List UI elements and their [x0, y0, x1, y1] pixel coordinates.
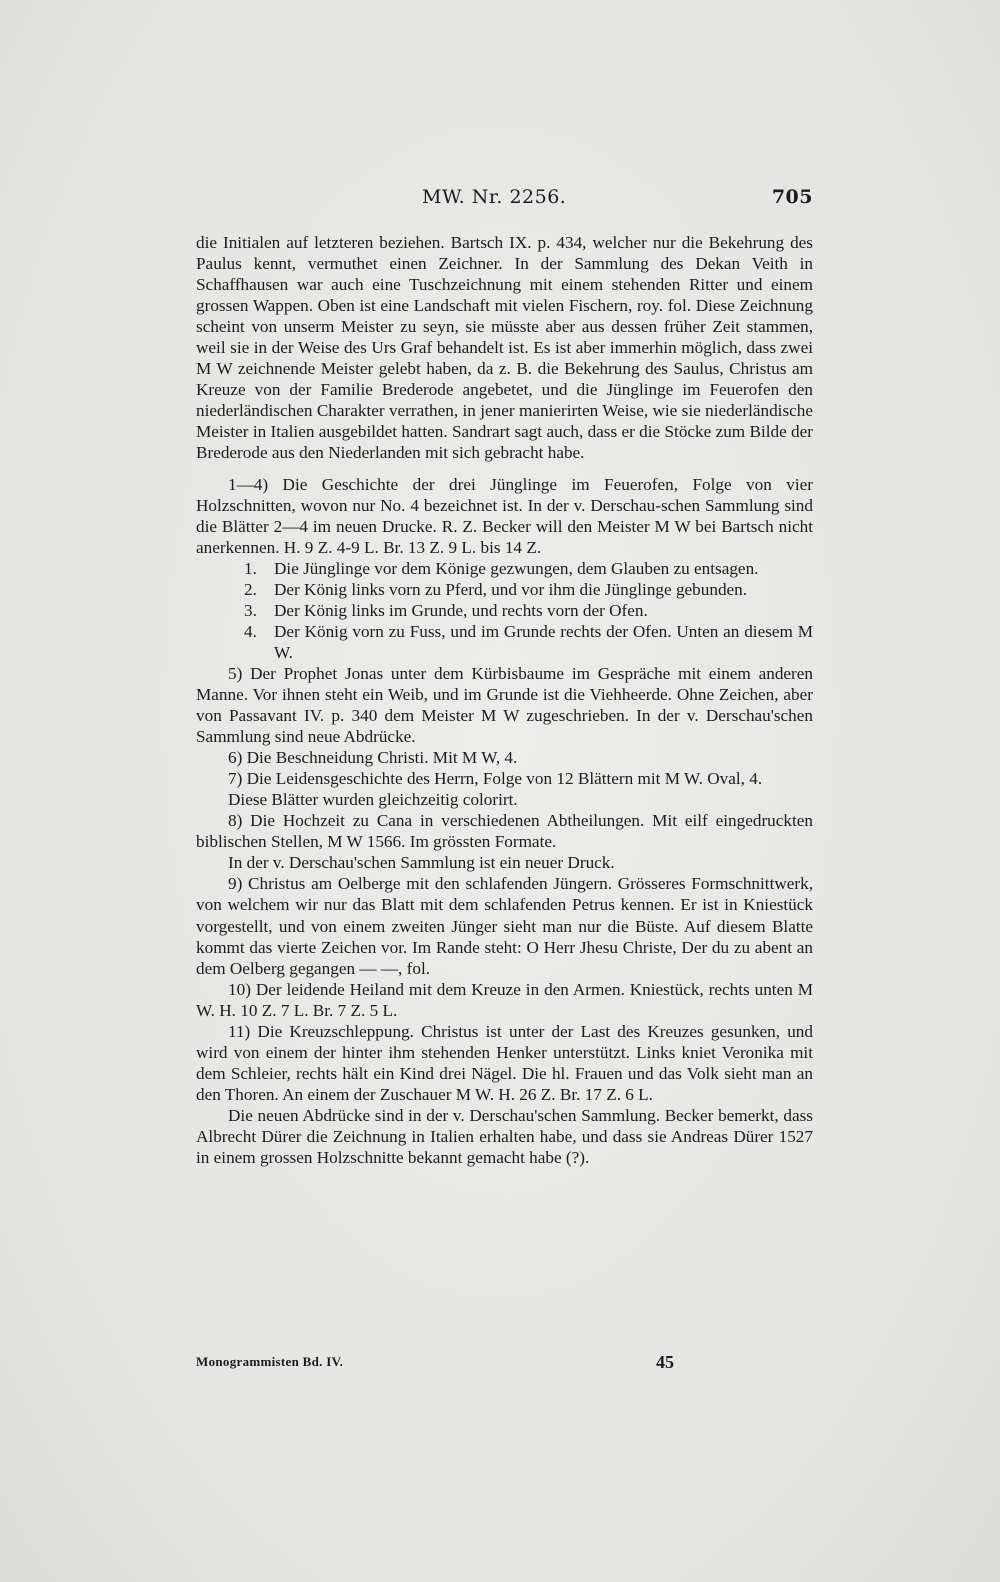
- sub-item-number: 4.: [244, 621, 257, 641]
- body-text: [196, 232, 813, 1168]
- note-neue-abdruecke: Die neuen Abdrücke sind in der v. Derschau'schen Sammlung. Becker bemerkt, dass Albrecht Dürer die Zeichnung in Italien erhalten habe, und dass sie Andreas Dürer 1527 in einem grossen Holzschnitte bekannt gemacht habe (?).: [196, 1105, 813, 1168]
- note-neuer-druck: In der v. Derschau'schen Sammlung ist ein neuer Druck.: [228, 853, 615, 873]
- entry-11-kreuzschleppung: 11) Die Kreuzschleppung. Christus ist unter der Last des Kreuzes gesunken, und wird von einem der hinter ihm stehenden Henker unterstützt. Links kniet Veronika mit dem Schleier, rechts hält ein Kind drei Nägel. Die hl. Frauen und das Volk sieht man an den Thoren. An einem der Zuschauer M W. H. 26 Z. Br. 17 Z. 6 L.: [196, 1021, 813, 1104]
- sub-item-number: 3.: [244, 600, 257, 620]
- sub-item-text: Der König vorn zu Fuss, und im Grunde rechts der Ofen. Unten an diesem M W.: [274, 621, 813, 662]
- sub-item-4: [196, 621, 813, 663]
- entry-9-oelberg: 9) Christus am Oelberge mit den schlafenden Jüngern. Grösseres Formschnittwerk, von welchem wir nur das Blatt mit dem schlafenden Petrus kennen. Er ist in Kniestück vorgestellt, und von einem zweiten Jünger sieht man nur die Büste. Auf diesem Blatte kommt das vierte Zeichen vor. Im Rande steht: O Herr Jhesu Christe, Der du zu abent an dem Oelberg gegangen — —, fol.: [196, 874, 813, 978]
- entry-5-jonas: 5) Der Prophet Jonas unter dem Kürbisbaume im Gespräche mit einem anderen Manne. Vor ihnen steht ein Weib, und im Grunde ist die Viehheerde. Ohne Zeichen, aber von Passavant IV. p. 340 dem Meister M W zugeschrieben. In der v. Derschau'schen Sammlung sind neue Abdrücke.: [196, 663, 813, 747]
- sub-item-text: Der König links vorn zu Pferd, und vor ihm die Jünglinge gebunden.: [274, 579, 748, 599]
- running-head: [196, 186, 813, 216]
- sub-item-3: [196, 600, 813, 621]
- entry-8-hochzeit-cana: 8) Die Hochzeit zu Cana in verschiedenen Abtheilungen. Mit eilf eingedruckten biblischen Stellen, M W 1566. Im grössten Formate.: [196, 811, 813, 852]
- sub-item-1: [196, 558, 813, 579]
- entry-6-beschneidung: 6) Die Beschneidung Christi. Mit M W, 4.: [228, 748, 518, 768]
- entry-1-4-feuerofen: 1—4) Die Geschichte der drei Jünglinge im Feuerofen, Folge von vier Holzschnitten, wovon nur No. 4 bezeichnet ist. In der v. Derschau-schen Sammlung sind die Blätter 2—4 im neuen Drucke. R. Z. Becker will den Meister M W bei Bartsch nicht anerkennen. H. 9 Z. 4-9 L. Br. 13 Z. 9 L. bis 14 Z.: [196, 474, 813, 557]
- page-footer: [196, 1354, 813, 1378]
- paragraph-initials: die Initialen auf letzteren beziehen. Bartsch IX. p. 434, welcher nur die Bekehrung des Paulus kennt, vermuthet einen Zeichner. In der Sammlung des Dekan Veith in Schaffhausen war auch eine Tuschzeichnung mit einem stehenden Ritter und einem grossen Wappen. Oben ist eine Landschaft mit vielen Fischern, roy. fol. Diese Zeichnung scheint von unserm Meister zu seyn, sie müsste aber aus dessen früher Zeit stammen, weil sie in der Weise des Urs Graf behandelt ist. Es ist aber immerhin möglich, dass zwei M W zeichnende Meister gelebt haben, da z. B. die Bekehrung des Saulus, Christus am Kreuze von der Familie Brederode angebetet, und die Jünglinge im Feuerofen den niederländischen Charakter verrathen, in jener manierirten Weise, wie sie niederländische Meister in Italien ausgebildet hatten. Sandrart sagt auch, dass er die Stöcke zum Bilde der Brederode aus den Niederlanden mit sich gebracht habe.: [196, 233, 813, 463]
- note-colorirt: Diese Blätter wurden gleichzeitig colorirt.: [228, 790, 518, 810]
- sub-item-text: Der König links im Grunde, und rechts vorn der Ofen.: [274, 600, 648, 620]
- footer-signature: Monogrammisten Bd. IV.: [196, 1354, 344, 1369]
- sub-item-text: Die Jünglinge vor dem Könige gezwungen, dem Glauben zu entsagen.: [274, 558, 759, 578]
- entry-7-leidensgeschichte: 7) Die Leidensgeschichte des Herrn, Folge von 12 Blättern mit M W. Oval, 4.: [228, 769, 763, 789]
- sub-item-number: 1.: [244, 558, 257, 578]
- sub-item-2: [196, 579, 813, 600]
- entry-10-leidender-heiland: 10) Der leidende Heiland mit dem Kreuze in den Armen. Kniestück, rechts unten M W. H. 10 Z. 7 L. Br. 7 Z. 5 L.: [196, 979, 813, 1020]
- sub-item-number: 2.: [244, 579, 257, 599]
- sheet-number: 45: [656, 1352, 674, 1372]
- running-head-title: MW. Nr. 2256.: [422, 186, 567, 208]
- page-number: 705: [771, 186, 813, 208]
